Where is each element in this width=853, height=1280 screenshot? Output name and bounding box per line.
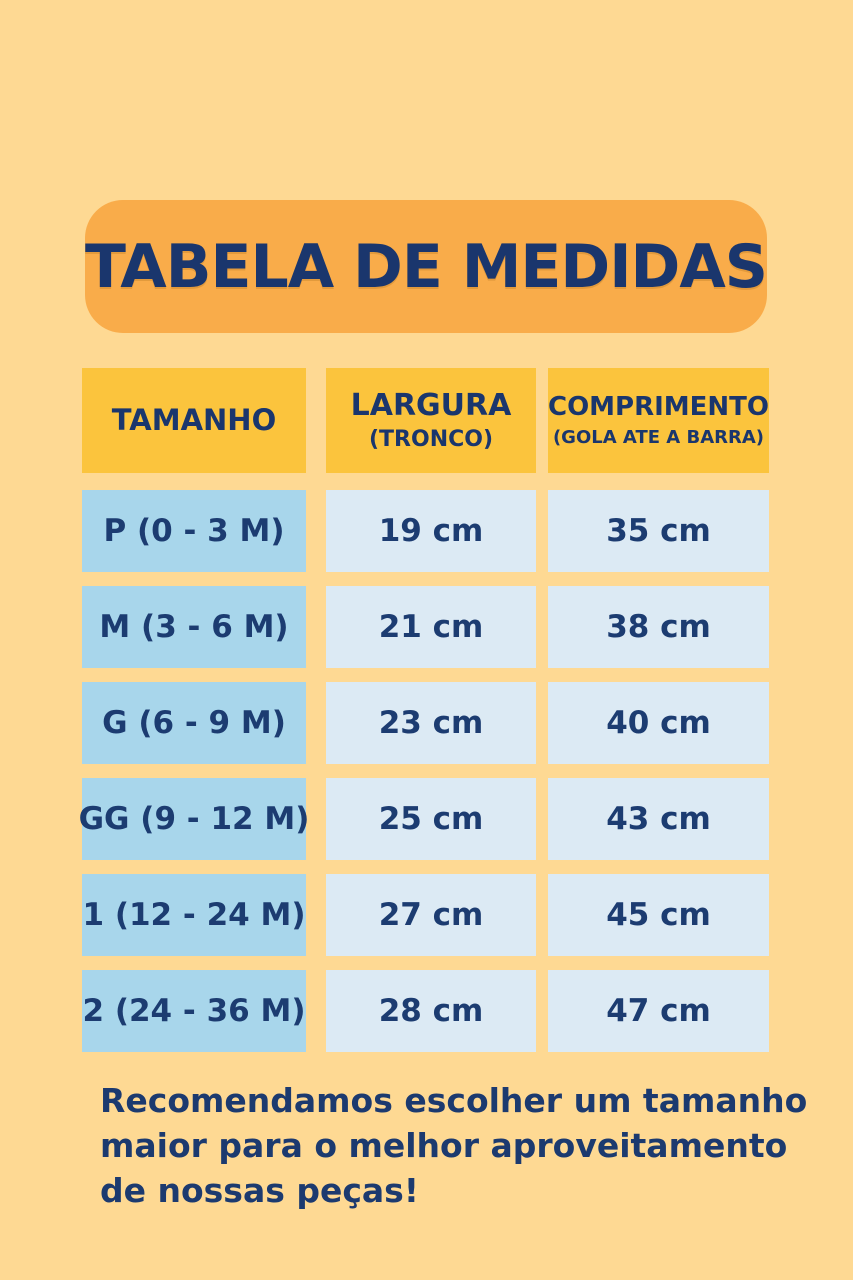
footer-note-line: Recomendamos escolher um tamanho: [100, 1081, 808, 1120]
column-header-label: COMPRIMENTO: [547, 391, 770, 422]
width-cell: 23 cm: [326, 682, 536, 764]
page-title: TABELA DE MEDIDAS: [85, 231, 767, 302]
footer-note-line: de nossas peças!: [100, 1171, 419, 1210]
size-cell: M (3 - 6 M): [82, 586, 306, 668]
width-cell: 21 cm: [326, 586, 536, 668]
length-cell: 40 cm: [548, 682, 769, 764]
column-header-tamanho: [82, 368, 306, 473]
column-header-comprimento: [548, 368, 769, 473]
column-header-label: TAMANHO: [111, 402, 277, 437]
title-banner: [85, 200, 767, 333]
size-cell: GG (9 - 12 M): [82, 778, 306, 860]
footer-note-line: maior para o melhor aproveitamento: [100, 1126, 788, 1165]
length-cell: 35 cm: [548, 490, 769, 572]
width-cell: 19 cm: [326, 490, 536, 572]
length-cell: 45 cm: [548, 874, 769, 956]
column-header-largura: [326, 368, 536, 473]
length-cell: 43 cm: [548, 778, 769, 860]
column-header-sublabel: (TRONCO): [368, 427, 494, 453]
size-cell: 2 (24 - 36 M): [82, 970, 306, 1052]
length-cell: 38 cm: [548, 586, 769, 668]
column-header-sublabel: (GOLA ATE A BARRA): [552, 427, 765, 449]
length-cell: 47 cm: [548, 970, 769, 1052]
width-cell: 28 cm: [326, 970, 536, 1052]
footer-note: [100, 1078, 808, 1213]
width-cell: 25 cm: [326, 778, 536, 860]
size-cell: P (0 - 3 M): [82, 490, 306, 572]
size-cell: 1 (12 - 24 M): [82, 874, 306, 956]
column-header-label: LARGURA: [350, 387, 512, 423]
width-cell: 27 cm: [326, 874, 536, 956]
size-cell: G (6 - 9 M): [82, 682, 306, 764]
